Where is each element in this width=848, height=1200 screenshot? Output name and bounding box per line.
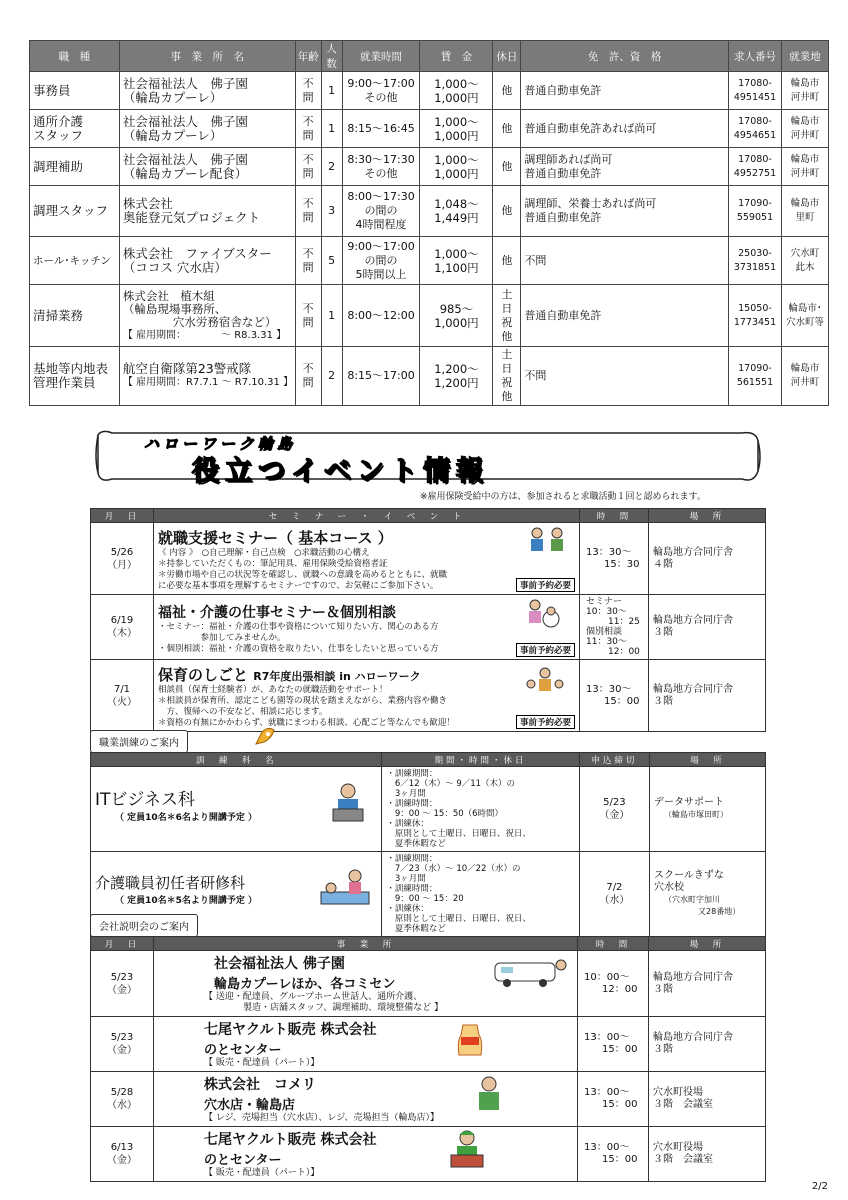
table-row — [91, 951, 766, 1017]
table-row — [91, 1072, 766, 1127]
job-number: 17080- 4954651 — [728, 110, 781, 148]
header-cell: 就業地 — [781, 41, 828, 72]
training-table — [90, 752, 766, 937]
page-number: 2/2 — [811, 1181, 828, 1192]
table-row — [91, 1127, 766, 1182]
header-cell: 職 種 — [30, 41, 120, 72]
work-hours: 9:00～17:00 その他 — [342, 72, 420, 110]
header-cell: 年齢 — [295, 41, 321, 72]
work-hours: 8:00～12:00 — [342, 285, 420, 347]
briefing-company: 七尾ヤクルト販売 株式会社 のとセンター 【 販売・配達員（パート）】 — [154, 1127, 578, 1182]
course-place: スクールきずな 穴水校 （穴水町字加川 又28番地） — [650, 852, 766, 937]
notice-text: ※雇用保険受給中の方は、参加されると求職活動１回と認められます。 — [420, 492, 706, 502]
briefing-time: 13：00～ 15：00 — [578, 1017, 649, 1072]
event-date: 7/1 （火） — [91, 660, 154, 732]
briefing-header — [91, 937, 766, 951]
wage: 1,000～ 1,100円 — [420, 237, 493, 285]
briefing-company: 株式会社 コメリ 穴水店・輪島店 【 レジ、売場担当（穴水店）、レジ、売場担当（輪島店）】 — [154, 1072, 578, 1127]
event-desc: ・個別相談：福祉・介護の資格を取りたい、仕事をしたいと思っている方 — [158, 643, 439, 654]
table-row — [30, 72, 829, 110]
rocket-icon — [252, 726, 278, 748]
table-row — [91, 523, 766, 595]
job-number: 17090- 561551 — [728, 347, 781, 406]
company-name: 社会福祉法人 佛子園 （輪島カプーレ配食） — [119, 148, 295, 186]
course-name — [91, 767, 382, 852]
age: 不問 — [295, 148, 321, 186]
holiday: 他 — [493, 237, 521, 285]
event-desc: ・セミナー：福祉・介護の仕事や資格について知りたい方、関心のある方 — [158, 621, 439, 632]
table-row — [30, 148, 829, 186]
header-cell: 期間・時間・休日 — [382, 753, 579, 767]
course-title: ITビジネス科 — [95, 790, 195, 810]
job-type: 清掃業務 — [30, 285, 120, 347]
headcount: 3 — [321, 186, 342, 237]
header-cell: 就業時間 — [342, 41, 420, 72]
header-cell: 月 日 — [91, 509, 154, 523]
briefing-date: 6/13 （金） — [91, 1127, 154, 1182]
license: 調理師あれば尚可 普通自動車免許 — [521, 148, 729, 186]
headcount: 5 — [321, 237, 342, 285]
license: 普通自動車免許 — [521, 72, 729, 110]
job-number: 25030- 3731851 — [728, 237, 781, 285]
reservation-required-badge: 事前予約必要 — [516, 715, 575, 729]
work-location: 穴水町 此木 — [781, 237, 828, 285]
table-row — [30, 110, 829, 148]
holiday: 他 — [493, 148, 521, 186]
header-cell: 人数 — [321, 41, 342, 72]
table-row — [91, 595, 766, 660]
briefing-date: 5/23 （金） — [91, 1017, 154, 1072]
license: 不問 — [521, 347, 729, 406]
course-capacity: （ 定員10名＊5名より開講予定 ） — [115, 896, 258, 906]
event-desc: 相談員（保育士経験者）が、あなたの就職活動をサポート！ — [158, 685, 388, 695]
job-type: ホール･キッチン — [30, 237, 120, 285]
job-type: 調理補助 — [30, 148, 120, 186]
job-table-header — [30, 41, 829, 72]
holiday: 土日 祝他 — [493, 285, 521, 347]
holiday: 他 — [493, 186, 521, 237]
event-detail — [154, 660, 580, 732]
briefing-place: 輪島地方合同庁舎 ３階 — [649, 1017, 766, 1072]
holiday: 土日 祝他 — [493, 347, 521, 406]
shuttle-van-icon — [491, 955, 567, 989]
header-cell: 事 業 所 — [154, 937, 578, 951]
event-detail — [154, 595, 580, 660]
event-title: 福祉・介護の仕事セミナー＆個別相談 — [158, 604, 396, 621]
application-deadline: 5/23 （金） — [579, 767, 649, 852]
briefing-date: 5/28 （水） — [91, 1072, 154, 1127]
briefing-time: 13：00～ 15：00 — [578, 1127, 649, 1182]
event-time: セミナー 10：30～ 11：25 個別相談 11：30～ 12：00 — [580, 595, 649, 660]
event-desc: ＊持参していただくもの：筆記用具、雇用保険受給資格者証 — [158, 559, 388, 569]
header-cell: 時 間 — [580, 509, 649, 523]
course-place: データサポート （輪島市塚田町） — [650, 767, 766, 852]
job-type: 事務員 — [30, 72, 120, 110]
company-name: 株式会社 奥能登元気プロジェクト — [119, 186, 295, 237]
work-location: 輪島市･ 穴水町等 — [781, 285, 828, 347]
event-time: 13：30～ 15：00 — [580, 660, 649, 732]
company-name: 社会福祉法人 佛子園 （輪島カプーレ） — [119, 72, 295, 110]
course-capacity: （ 定員10名＊6名より開講予定 ） — [115, 813, 258, 823]
reservation-required-badge: 事前予約必要 — [516, 643, 575, 657]
care-worker-icon — [523, 597, 563, 629]
company-name: 株式会社 植木組 （輪島現場事務所、 穴水労務宿舎など） 【 雇用期間： ～ R8.3.31 】 — [119, 285, 295, 347]
headcount: 1 — [321, 285, 342, 347]
work-hours: 8:00～17:30 の間の 4時間程度 — [342, 186, 420, 237]
briefing-time: 10：00～ 12：00 — [578, 951, 649, 1017]
header-cell: 月 日 — [91, 937, 154, 951]
wage: 985～ 1,000円 — [420, 285, 493, 347]
holiday: 他 — [493, 110, 521, 148]
briefing-company: 社会福祉法人 佛子園 輪島カプーレほか、各コミセン 【 送迎・配達員、グループホーム世話人、通所介護、 製造・店舗スタッフ、調理補助、環境整備など 】 — [154, 951, 578, 1017]
job-type: 基地等内地表 管理作業員 — [30, 347, 120, 406]
nursery-teacher-icon — [525, 666, 565, 696]
job-number: 17080- 4952751 — [728, 148, 781, 186]
consultation-people-icon — [527, 525, 567, 555]
briefing-company: 七尾ヤクルト販売 株式会社 のとセンター 【 販売・配達員（パート）】 — [154, 1017, 578, 1072]
reservation-required-badge: 事前予約必要 — [516, 578, 575, 592]
seminar-header — [91, 509, 766, 523]
event-desc: に必要な基本事項を理解するセミナーですので、お気軽にご参加下さい。 — [158, 581, 439, 591]
briefing-place: 穴水町役場 ３階 会議室 — [649, 1072, 766, 1127]
header-cell: 訓 練 科 名 — [91, 753, 382, 767]
banner-title: 役立つイベント情報 — [192, 456, 489, 487]
course-period: ・訓練期間： 7／23（水）～ 10／22（水）の 3ヶ月間 ・訓練時間： 9：00 ～ 15：20 ・訓練休： 原則として土曜日、日曜日、祝日、 夏季休暇など — [382, 852, 579, 937]
headcount: 2 — [321, 347, 342, 406]
work-location: 輪島市 里町 — [781, 186, 828, 237]
event-desc: 《 内容 》 ○自己理解・自己点検 ○求職活動の心構え — [158, 548, 370, 558]
training-section-label: 職業訓練のご案内 — [90, 730, 188, 753]
header-cell: 休日 — [493, 41, 521, 72]
holiday: 他 — [493, 72, 521, 110]
application-deadline: 7/2 （水） — [579, 852, 649, 937]
briefing-place: 穴水町役場 ３階 会議室 — [649, 1127, 766, 1182]
company-name: 株式会社 ファイブスター （ココス 穴水店） — [119, 237, 295, 285]
delivery-staff-icon — [447, 1129, 487, 1171]
pc-worker-icon — [323, 781, 373, 825]
course-title: 介護職員初任者研修科 — [95, 874, 246, 892]
table-row — [30, 237, 829, 285]
license: 普通自動車免許 — [521, 285, 729, 347]
briefing-section-label: 会社説明会のご案内 — [90, 914, 198, 937]
event-desc: ＊相談員が保育所、認定こども園等の現状を踏まえながら、業務内容や働き — [158, 696, 448, 706]
work-location: 輪島市 河井町 — [781, 110, 828, 148]
wage: 1,000～ 1,000円 — [420, 72, 493, 110]
age: 不問 — [295, 285, 321, 347]
job-type: 通所介護 スタッフ — [30, 110, 120, 148]
event-place: 輪島地方合同庁舎 ４階 — [649, 523, 766, 595]
job-listing-table — [29, 40, 829, 406]
event-title: 就職支援セミナー（ 基本コース ） — [158, 529, 393, 547]
work-hours: 8:30～17:30 その他 — [342, 148, 420, 186]
table-row — [30, 347, 829, 406]
wage: 1,200～ 1,200円 — [420, 347, 493, 406]
wage: 1,048～ 1,449円 — [420, 186, 493, 237]
event-desc: ＊労働市場や自己の状況等を確認し、就職への意識を高めるとともに、就職 — [158, 570, 448, 580]
event-desc: ＊資格の有無にかかわらず、就職にまつわる相談、心配ごと等なんでも歓迎！ — [158, 718, 455, 728]
header-cell: 場 所 — [649, 937, 766, 951]
age: 不問 — [295, 237, 321, 285]
yakult-bottle-icon — [453, 1021, 487, 1059]
header-cell: 免 許、資 格 — [521, 41, 729, 72]
event-date: 5/26 （月） — [91, 523, 154, 595]
header-cell: 賃 金 — [420, 41, 493, 72]
work-hours: 8:15～17:00 — [342, 347, 420, 406]
training-header — [91, 753, 766, 767]
headcount: 1 — [321, 72, 342, 110]
banner-subtitle: ハローワーク輪島 — [144, 435, 297, 453]
work-hours: 9:00～17:00 の間の 5時間以上 — [342, 237, 420, 285]
age: 不問 — [295, 347, 321, 406]
header-cell: 求人番号 — [728, 41, 781, 72]
table-row — [30, 186, 829, 237]
header-cell: 場 所 — [650, 753, 766, 767]
work-location: 輪島市 河井町 — [781, 72, 828, 110]
event-desc: 方、復帰への不安など、相談に応じます。 — [158, 707, 328, 717]
table-row — [91, 660, 766, 732]
header-cell: 事 業 所 名 — [119, 41, 295, 72]
briefing-table — [90, 936, 766, 1182]
table-row — [91, 1017, 766, 1072]
wage: 1,000～ 1,000円 — [420, 110, 493, 148]
seminar-table — [90, 508, 766, 732]
company-name: 社会福祉法人 佛子園 （輪島カプーレ） — [119, 110, 295, 148]
headcount: 1 — [321, 110, 342, 148]
wage: 1,000～ 1,000円 — [420, 148, 493, 186]
table-row — [91, 767, 766, 852]
header-cell: 場 所 — [649, 509, 766, 523]
license: 普通自動車免許あれば尚可 — [521, 110, 729, 148]
license: 不問 — [521, 237, 729, 285]
briefing-place: 輪島地方合同庁舎 ３階 — [649, 951, 766, 1017]
work-location: 輪島市 河井町 — [781, 148, 828, 186]
event-detail — [154, 523, 580, 595]
event-title: 保育のしごと R7年度出張相談 in ハローワーク — [158, 666, 421, 684]
briefing-date: 5/23 （金） — [91, 951, 154, 1017]
job-number: 17090- 559051 — [728, 186, 781, 237]
event-place: 輪島地方合同庁舎 ３階 — [649, 660, 766, 732]
age: 不問 — [295, 72, 321, 110]
headcount: 2 — [321, 148, 342, 186]
work-hours: 8:15～16:45 — [342, 110, 420, 148]
event-place: 輪島地方合同庁舎 ３階 — [649, 595, 766, 660]
course-period: ・訓練期間： 6／12（木）～ 9／11（木）の 3ヶ月間 ・訓練時間： 9：00 ～ 15：50（6時間） ・訓練休： 原則として土曜日、日曜日、祝日、 夏季休暇など — [382, 767, 579, 852]
table-row — [30, 285, 829, 347]
license: 調理師、栄養士あれば尚可 普通自動車免許 — [521, 186, 729, 237]
store-clerk-icon — [471, 1074, 507, 1114]
header-cell: 申込締切 — [579, 753, 649, 767]
briefing-time: 13：00～ 15：00 — [578, 1072, 649, 1127]
event-date: 6/19 （木） — [91, 595, 154, 660]
job-type: 調理スタッフ — [30, 186, 120, 237]
age: 不問 — [295, 186, 321, 237]
job-number: 17080- 4951451 — [728, 72, 781, 110]
header-cell: 時 間 — [578, 937, 649, 951]
caregiver-bed-icon — [317, 866, 373, 910]
job-number: 15050- 1773451 — [728, 285, 781, 347]
event-desc: 参加してみませんか。 — [158, 632, 286, 643]
event-time: 13：30～ 15：30 — [580, 523, 649, 595]
header-cell: セ ミ ナ ー ・ イ ベ ン ト — [154, 509, 580, 523]
company-name: 航空自衛隊第23警戒隊 【 雇用期間：R7.7.1 ～ R7.10.31 】 — [119, 347, 295, 406]
work-location: 輪島市 河井町 — [781, 347, 828, 406]
age: 不問 — [295, 110, 321, 148]
